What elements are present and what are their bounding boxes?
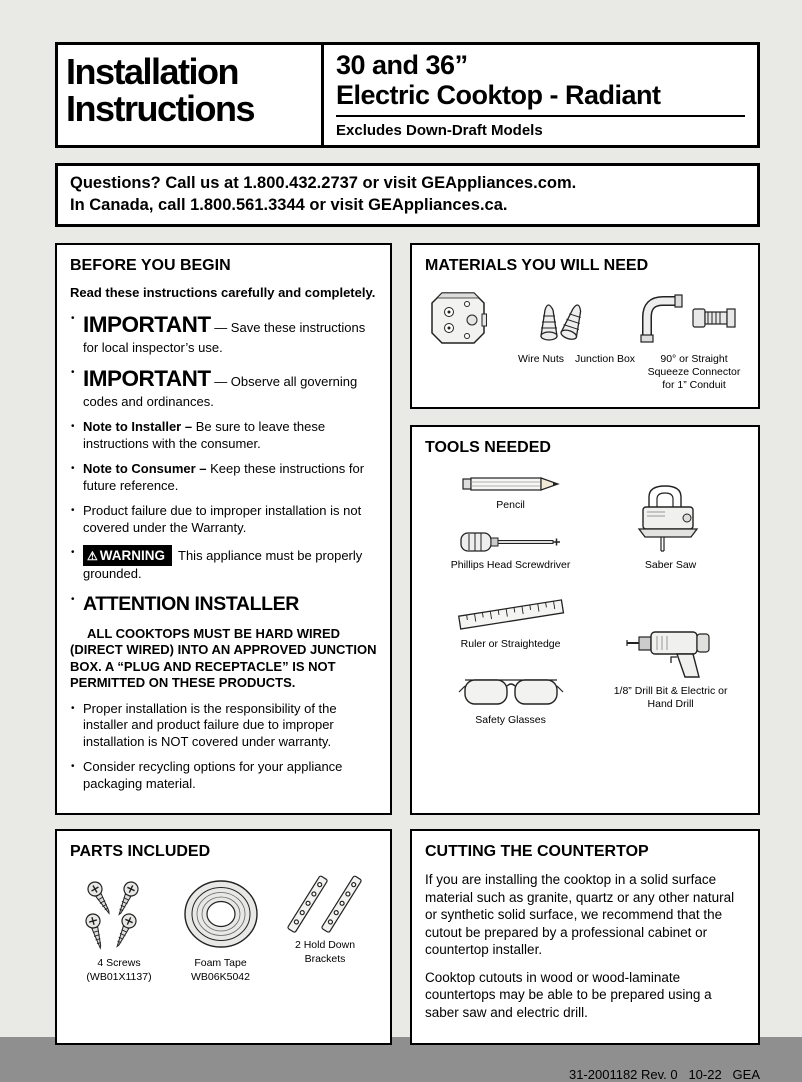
document-title: Installation Instructions <box>58 45 324 145</box>
bullet-icon: • <box>71 593 75 605</box>
section-title-before-you-begin: BEFORE YOU BEGIN <box>70 257 231 274</box>
section-title-materials: MATERIALS YOU WILL NEED <box>425 257 649 274</box>
important-text: — Observe all governing codes and ordinances. <box>83 374 358 409</box>
attention-installer-heading: ATTENTION INSTALLER <box>83 592 299 615</box>
list-item-warranty <box>70 503 377 536</box>
list-item-important-observe <box>70 365 377 410</box>
list-item-recycling <box>70 759 377 792</box>
tool-phillips-screwdriver <box>451 529 571 573</box>
tool-ruler <box>455 594 567 652</box>
bullet-icon: • <box>71 367 75 379</box>
part-brackets <box>277 877 373 966</box>
important-label: IMPORTANT <box>83 312 211 337</box>
attention-installer-body: ALL COOKTOPS MUST BE HARD WIRED (DIRECT WIRED) INTO AN APPROVED JUNCTION BOX. A “PLUG AND RECEPTACLE” IS NOT PERMITTED ON THESE PRODUCTS. <box>70 625 377 691</box>
bullet-icon: • <box>71 505 75 517</box>
screws-icon-box <box>77 877 161 951</box>
list-item-note-installer <box>70 419 377 452</box>
tool-label-drill: 1/8” Drill Bit & Electric or Hand Drill <box>613 684 728 711</box>
materials-section <box>410 243 760 409</box>
right-column <box>410 243 760 815</box>
list-item-important-save <box>70 311 377 356</box>
wire-nuts-icon <box>535 292 589 344</box>
materials-icons-row <box>425 285 745 353</box>
drill-icon <box>625 619 717 681</box>
list-item-responsibility <box>70 701 377 751</box>
tool-label-phillips: Phillips Head Screwdriver <box>450 558 571 571</box>
bullet-icon: • <box>71 463 75 475</box>
cutting-paragraph-1: If you are installing the cooktop in a solid surface material such as granite, quartz or any other natural or synthetic solid surface, we recommend that the cutout be prepared by a professional cabinet or countertop installer. <box>425 872 735 958</box>
bullet-icon: • <box>71 547 75 559</box>
tools-grid <box>425 467 745 728</box>
foam-tape-label: Foam Tape WB06K5042 <box>191 957 250 983</box>
bullet-icon: • <box>71 313 75 324</box>
warning-badge <box>83 545 172 566</box>
pencil-icon <box>461 473 561 495</box>
product-header <box>324 45 757 145</box>
main-columns <box>55 243 760 815</box>
contact-line-canada: In Canada, call 1.800.561.3344 or visit GEAppliances.ca. <box>70 196 508 215</box>
important-label: IMPORTANT <box>83 366 211 392</box>
wire-nuts-label: Wire Nuts <box>517 353 565 365</box>
cutting-countertop-section <box>410 829 760 1045</box>
important-text: — Save these instructions for local inspector’s use. <box>83 320 366 355</box>
bullet-icon: • <box>71 702 75 714</box>
tools-column-right <box>596 467 745 728</box>
tool-pencil <box>461 473 561 513</box>
parts-row <box>70 871 377 984</box>
bullet-icon: • <box>71 421 75 433</box>
list-item-warning <box>70 545 377 583</box>
foam-tape-icon-box <box>181 877 261 951</box>
bottom-right-column <box>410 829 760 1045</box>
brackets-icon-box <box>277 877 373 933</box>
bottom-left-column <box>55 829 392 1045</box>
tools-section <box>410 425 760 815</box>
hold-down-brackets-icon <box>277 877 373 933</box>
brackets-label: 2 Hold Down Brackets <box>294 939 356 965</box>
list-item-note-consumer <box>70 461 377 494</box>
junction-box-icon <box>429 290 487 346</box>
tools-column-left <box>425 467 596 728</box>
warning-badge-label: WARNING <box>99 548 166 564</box>
foam-tape-icon <box>181 877 261 951</box>
recycling-text: Consider recycling options for your appliance packaging material. <box>83 759 343 791</box>
product-size: 30 and 36” <box>336 50 468 80</box>
bullet-icon: • <box>71 761 75 773</box>
note-installer-label: Note to Installer – <box>83 419 193 435</box>
tool-label-safety-glasses: Safety Glasses <box>475 713 546 726</box>
warning-icon <box>87 548 100 563</box>
product-name: Electric Cooktop - Radiant <box>336 80 745 117</box>
parts-included-section <box>55 829 392 1045</box>
screws-label: 4 Screws (WB01X1137) <box>86 957 152 983</box>
warning-text: This appliance must be properly grounded. <box>83 548 363 582</box>
intro-text: Read these instructions carefully and completely. <box>70 285 376 300</box>
ruler-icon <box>455 594 567 634</box>
contact-banner <box>55 163 760 227</box>
safety-glasses-icon <box>459 670 563 710</box>
excludes-note: Excludes Down-Draft Models <box>336 122 543 140</box>
materials-labels-row <box>425 353 745 392</box>
list-item-attention-installer <box>70 592 377 617</box>
warranty-text: Product failure due to improper installation is not covered under the Warranty. <box>83 503 362 535</box>
part-screws <box>74 877 164 984</box>
document-header <box>55 42 760 148</box>
tool-safety-glasses <box>459 670 563 728</box>
tool-drill <box>606 619 736 712</box>
squeeze-connector-icon <box>637 289 741 347</box>
document-footer: 31-2001182 Rev. 0 10-22 GEA <box>568 1067 760 1082</box>
note-installer-text: Be sure to leave these instructions with the consumer. <box>83 419 326 451</box>
left-column <box>55 243 392 815</box>
screws-icon <box>77 877 161 951</box>
saber-saw-icon <box>631 481 711 555</box>
tool-saber-saw <box>631 481 711 573</box>
cutting-paragraph-2: Cooktop cutouts in wood or wood-laminate countertops may be able to be prepared using a saber saw and electric drill. <box>425 969 712 1020</box>
before-you-begin-section <box>55 243 392 815</box>
section-title-parts: PARTS INCLUDED <box>70 843 211 861</box>
section-title-cutting: CUTTING THE COUNTERTOP <box>425 843 649 861</box>
phillips-screwdriver-icon <box>459 529 563 555</box>
note-consumer-text: Keep these instructions for future reference. <box>83 461 365 493</box>
section-title-tools: TOOLS NEEDED <box>425 439 551 456</box>
responsibility-text: Proper installation is the responsibility of the installer and product failure due to improper installation is NOT covered under warranty. <box>83 700 337 749</box>
tool-label-saber-saw: Saber Saw <box>644 559 697 571</box>
part-foam-tape <box>176 877 266 984</box>
note-consumer-label: Note to Consumer – <box>83 461 207 477</box>
tool-label-pencil: Pencil <box>496 499 525 511</box>
tool-label-ruler: Ruler or Straightedge <box>460 638 561 651</box>
bottom-row <box>55 829 760 1045</box>
junction-box-label: Junction Box <box>574 353 636 365</box>
connector-label: 90° or Straight Squeeze Connector for 1” Conduit <box>647 353 741 392</box>
contact-line-us: Questions? Call us at 1.800.432.2737 or visit GEAppliances.com. <box>70 174 577 193</box>
